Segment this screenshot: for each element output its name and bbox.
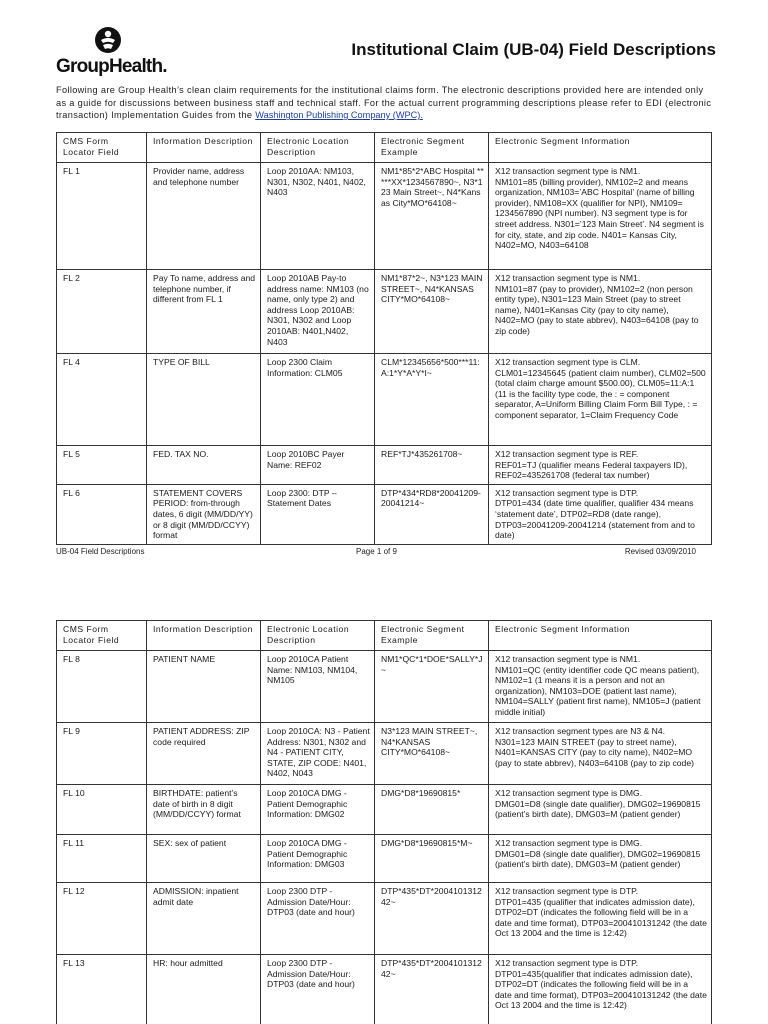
cell-location: Loop 2010CA: N3 - Patient Address: N301, N302 and N4 - PATIENT CITY, STATE, ZIP CODE: N401, N402, N043 bbox=[261, 723, 375, 785]
segment-type-line: X12 transaction segment types are N3 & N4. bbox=[495, 726, 666, 736]
table-row bbox=[57, 723, 712, 785]
cell-segment-info bbox=[489, 651, 712, 723]
field-descriptions-table-page-1 bbox=[56, 132, 712, 545]
table-row bbox=[57, 785, 712, 835]
cell-segment-info bbox=[489, 354, 712, 446]
cell-location: Loop 2300 DTP - Admission Date/Hour: DTP03 (date and hour) bbox=[261, 883, 375, 955]
cell-example: DMG*D8*19690815*M~ bbox=[375, 835, 489, 883]
cell-example: DTP*434*RD8*20041209-20041214~ bbox=[375, 484, 489, 544]
page-header bbox=[56, 26, 716, 80]
cell-segment-info bbox=[489, 270, 712, 354]
segment-detail: CLM01=12345645 (patient claim number), CLM02=500 (total claim charge amount $500.00), CLM05=11:A:1 (11 is the facility type code, the : = component separator, A=Uniform Billing Claim Form Bill Type, : = component separator, 1=Claim Frequency Code bbox=[495, 367, 706, 420]
header-segment-information: Electronic Segment Information bbox=[489, 133, 712, 163]
cell-fl: FL 13 bbox=[57, 955, 147, 1024]
intro-text: Following are Group Health’s clean claim requirements for the institutional claims form. The electronic descriptions provided here are intended only as a guide for discussions between business staff and technical staff. For the actual current programming descriptions please refer to EDI (electronic transaction) Implementation Guides from the bbox=[56, 85, 712, 121]
field-descriptions-table-page-2 bbox=[56, 620, 712, 1024]
cell-info: STATEMENT COVERS PERIOD: from-through dates, 6 digit (MM/DD/YY) or 8 digit (MM/DD/CCYY) format bbox=[147, 484, 261, 544]
segment-type-line: X12 transaction segment type is DTP. bbox=[495, 886, 639, 896]
cell-location: Loop 2010CA DMG - Patient Demographic Information: DMG02 bbox=[261, 785, 375, 835]
cell-segment-info bbox=[489, 835, 712, 883]
header-electronic-location: Electronic Location Description bbox=[261, 621, 375, 651]
cell-example: CLM*12345656*500***11:A:1*Y*A*Y*I~ bbox=[375, 354, 489, 446]
cell-example: N3*123 MAIN STREET~, N4*KANSAS CITY*MO*64108~ bbox=[375, 723, 489, 785]
segment-detail: NM101=85 (billing provider), NM102=2 and means organization, NM103=’ABC Hospital’ (name of billing provider), NM108=XX (qualifier for NPI), NM109= 1234567890 (NPI number). N3 segment type is for street address. N301=’123 Main Street’. N4 segment is for city, state, and zip code. N401= Kansas City, N402=MO, N403=64108 bbox=[495, 176, 704, 251]
intro-paragraph bbox=[56, 84, 716, 122]
cell-example: NM1*85*2*ABC Hospital *****XX*1234567890~, N3*123 Main Street~, N4*Kansas City*MO*64108~ bbox=[375, 163, 489, 270]
logo-text: GroupHealth. bbox=[56, 56, 167, 77]
table-row bbox=[57, 835, 712, 883]
cell-location: Loop 2010CA DMG - Patient Demographic Information: DMG03 bbox=[261, 835, 375, 883]
segment-type-line: X12 transaction segment type is DTP. bbox=[495, 487, 639, 498]
cell-fl: FL 4 bbox=[57, 354, 147, 446]
cell-info: FED. TAX NO. bbox=[147, 446, 261, 485]
cell-info: BIRTHDATE: patient’s date of birth in 8 digit (MM/DD/CCYY) format bbox=[147, 785, 261, 835]
segment-type-line: X12 transaction segment type is CLM. bbox=[495, 357, 641, 367]
segment-detail: DTP01=434 (date time qualifier, qualifier 434 means ‘statement date’, DTP02=RD8 (date range), DTP03=20041209-20041214 (statement from and to date) bbox=[495, 498, 695, 541]
cell-location: Loop 2010AB Pay-to address name: NM103 (no name, only type 2) and address Loop 2010AB: N301, N302 and Loop 2010AB: N401,N402, N403 bbox=[261, 270, 375, 354]
grouphealth-logo bbox=[56, 26, 168, 78]
cell-fl: FL 8 bbox=[57, 651, 147, 723]
page-title: Institutional Claim (UB-04) Field Descriptions bbox=[351, 40, 716, 59]
table-row bbox=[57, 955, 712, 1024]
header-electronic-location: Electronic Location Description bbox=[261, 133, 375, 163]
cell-location: Loop 2010AA: NM103, N301, N302, N401, N402, N403 bbox=[261, 163, 375, 270]
segment-type-line: X12 transaction segment type is NM1. bbox=[495, 166, 641, 176]
cell-example: NM1*87*2~, N3*123 MAIN STREET~, N4*KANSAS CITY*MO*64108~ bbox=[375, 270, 489, 354]
table-row bbox=[57, 270, 712, 354]
table-row bbox=[57, 446, 712, 485]
cell-fl: FL 10 bbox=[57, 785, 147, 835]
cell-fl: FL 11 bbox=[57, 835, 147, 883]
cell-example: REF*TJ*435261708~ bbox=[375, 446, 489, 485]
segment-detail: DTP01=435(qualifier that indicates admission date), DTP02=DT (indicates the following field will be in a date and time format), DTP03=200410131242 (the date Oct 13 2004 and the time is 12:42) bbox=[495, 968, 707, 1011]
cell-location: Loop 2300: DTP – Statement Dates bbox=[261, 484, 375, 544]
logo-mark-icon bbox=[94, 26, 122, 54]
segment-type-line: X12 transaction segment type is DMG. bbox=[495, 838, 643, 848]
table-row bbox=[57, 163, 712, 270]
segment-detail: DMG01=D8 (single date qualifier), DMG02=19690815 (patient’s birth date), DMG03=M (patient gender) bbox=[495, 848, 701, 870]
segment-detail: DMG01=D8 (single date qualifier), DMG02=19690815 (patient’s birth date), DMG03=M (patient gender) bbox=[495, 798, 701, 820]
segment-detail: REF01=TJ (qualifier means Federal taxpayers ID), REF02=435261708 (federal tax number) bbox=[495, 459, 688, 481]
cell-info: TYPE OF BILL bbox=[147, 354, 261, 446]
segment-type-line: X12 transaction segment type is DTP. bbox=[495, 958, 639, 968]
cell-info: Provider name, address and telephone number bbox=[147, 163, 261, 270]
cell-info: PATIENT ADDRESS: ZIP code required bbox=[147, 723, 261, 785]
table-row bbox=[57, 883, 712, 955]
cell-fl: FL 6 bbox=[57, 484, 147, 544]
cell-fl: FL 1 bbox=[57, 163, 147, 270]
cell-info: Pay To name, address and telephone number, if different from FL 1 bbox=[147, 270, 261, 354]
cell-segment-info bbox=[489, 883, 712, 955]
segment-type-line: X12 transaction segment type is NM1. bbox=[495, 654, 641, 664]
cell-segment-info bbox=[489, 955, 712, 1024]
cell-location: Loop 2300 Claim Information: CLM05 bbox=[261, 354, 375, 446]
segment-type-line: X12 transaction segment type is NM1. bbox=[495, 273, 641, 283]
header-cms-form-locator: CMS Form Locator Field bbox=[57, 621, 147, 651]
segment-detail: N301=123 MAIN STREET (pay to street name), N401=KANSAS CITY (pay to city name), N402=MO (pay to state abbrev), N403=64108 (pay to zip code) bbox=[495, 736, 694, 768]
cell-location: Loop 2300 DTP - Admission Date/Hour: DTP03 (date and hour) bbox=[261, 955, 375, 1024]
cell-example: NM1*QC*1*DOE*SALLY*J~ bbox=[375, 651, 489, 723]
cell-segment-info bbox=[489, 484, 712, 544]
footer-doc-name: UB-04 Field Descriptions bbox=[56, 547, 145, 556]
header-information-description: Information Description bbox=[147, 621, 261, 651]
segment-detail: NM101=QC (entity identifier code QC means patient), NM102=1 (1 means it is a person and not an organization), NM103=DOE (patient last name), NM104=SALLY (patient first name), NM105=J (patient middle initial) bbox=[495, 664, 701, 717]
cell-info: PATIENT NAME bbox=[147, 651, 261, 723]
cell-example: DMG*D8*19690815* bbox=[375, 785, 489, 835]
cell-segment-info bbox=[489, 723, 712, 785]
segment-type-line: X12 transaction segment type is DMG. bbox=[495, 788, 643, 798]
cell-location: Loop 2010CA Patient Name: NM103, NM104, NM105 bbox=[261, 651, 375, 723]
cell-info: SEX: sex of patient bbox=[147, 835, 261, 883]
cell-info: ADMISSION: inpatient admit date bbox=[147, 883, 261, 955]
cell-fl: FL 12 bbox=[57, 883, 147, 955]
segment-detail: NM101=87 (pay to provider), NM102=2 (non person entity type), N301=123 Main Street (pay to street name), N401=Kansas City (pay to city name), N402=MO (pay to state abbrev), N403=64108 (pay to zip code) bbox=[495, 283, 699, 336]
table-header-row bbox=[57, 621, 712, 651]
cell-example: DTP*435*DT*200410131242~ bbox=[375, 955, 489, 1024]
cell-fl: FL 9 bbox=[57, 723, 147, 785]
segment-type-line: X12 transaction segment type is REF. bbox=[495, 449, 639, 459]
cell-info: HR: hour admitted bbox=[147, 955, 261, 1024]
table-row bbox=[57, 484, 712, 544]
header-segment-information: Electronic Segment Information bbox=[489, 621, 712, 651]
header-segment-example: Electronic Segment Example bbox=[375, 621, 489, 651]
segment-detail: DTP01=435 (qualifier that indicates admission date), DTP02=DT (indicates the following field will be in a date and time format), DTP03=200410131242 (the date Oct 13 2004 and the time is 12:42) bbox=[495, 896, 707, 939]
cell-fl: FL 5 bbox=[57, 446, 147, 485]
table-row bbox=[57, 354, 712, 446]
cell-segment-info bbox=[489, 446, 712, 485]
table-header-row bbox=[57, 133, 712, 163]
cell-location: Loop 2010BC Payer Name: REF02 bbox=[261, 446, 375, 485]
cell-segment-info bbox=[489, 163, 712, 270]
footer-revised-date: Revised 03/09/2010 bbox=[624, 547, 696, 556]
header-information-description: Information Description bbox=[147, 133, 261, 163]
cell-segment-info bbox=[489, 785, 712, 835]
wpc-link[interactable]: Washington Publishing Company (WPC). bbox=[255, 110, 423, 121]
header-segment-example: Electronic Segment Example bbox=[375, 133, 489, 163]
cell-fl: FL 2 bbox=[57, 270, 147, 354]
cell-example: DTP*435*DT*200410131242~ bbox=[375, 883, 489, 955]
header-cms-form-locator: CMS Form Locator Field bbox=[57, 133, 147, 163]
table-row bbox=[57, 651, 712, 723]
footer-page-number: Page 1 of 9 bbox=[356, 547, 397, 556]
